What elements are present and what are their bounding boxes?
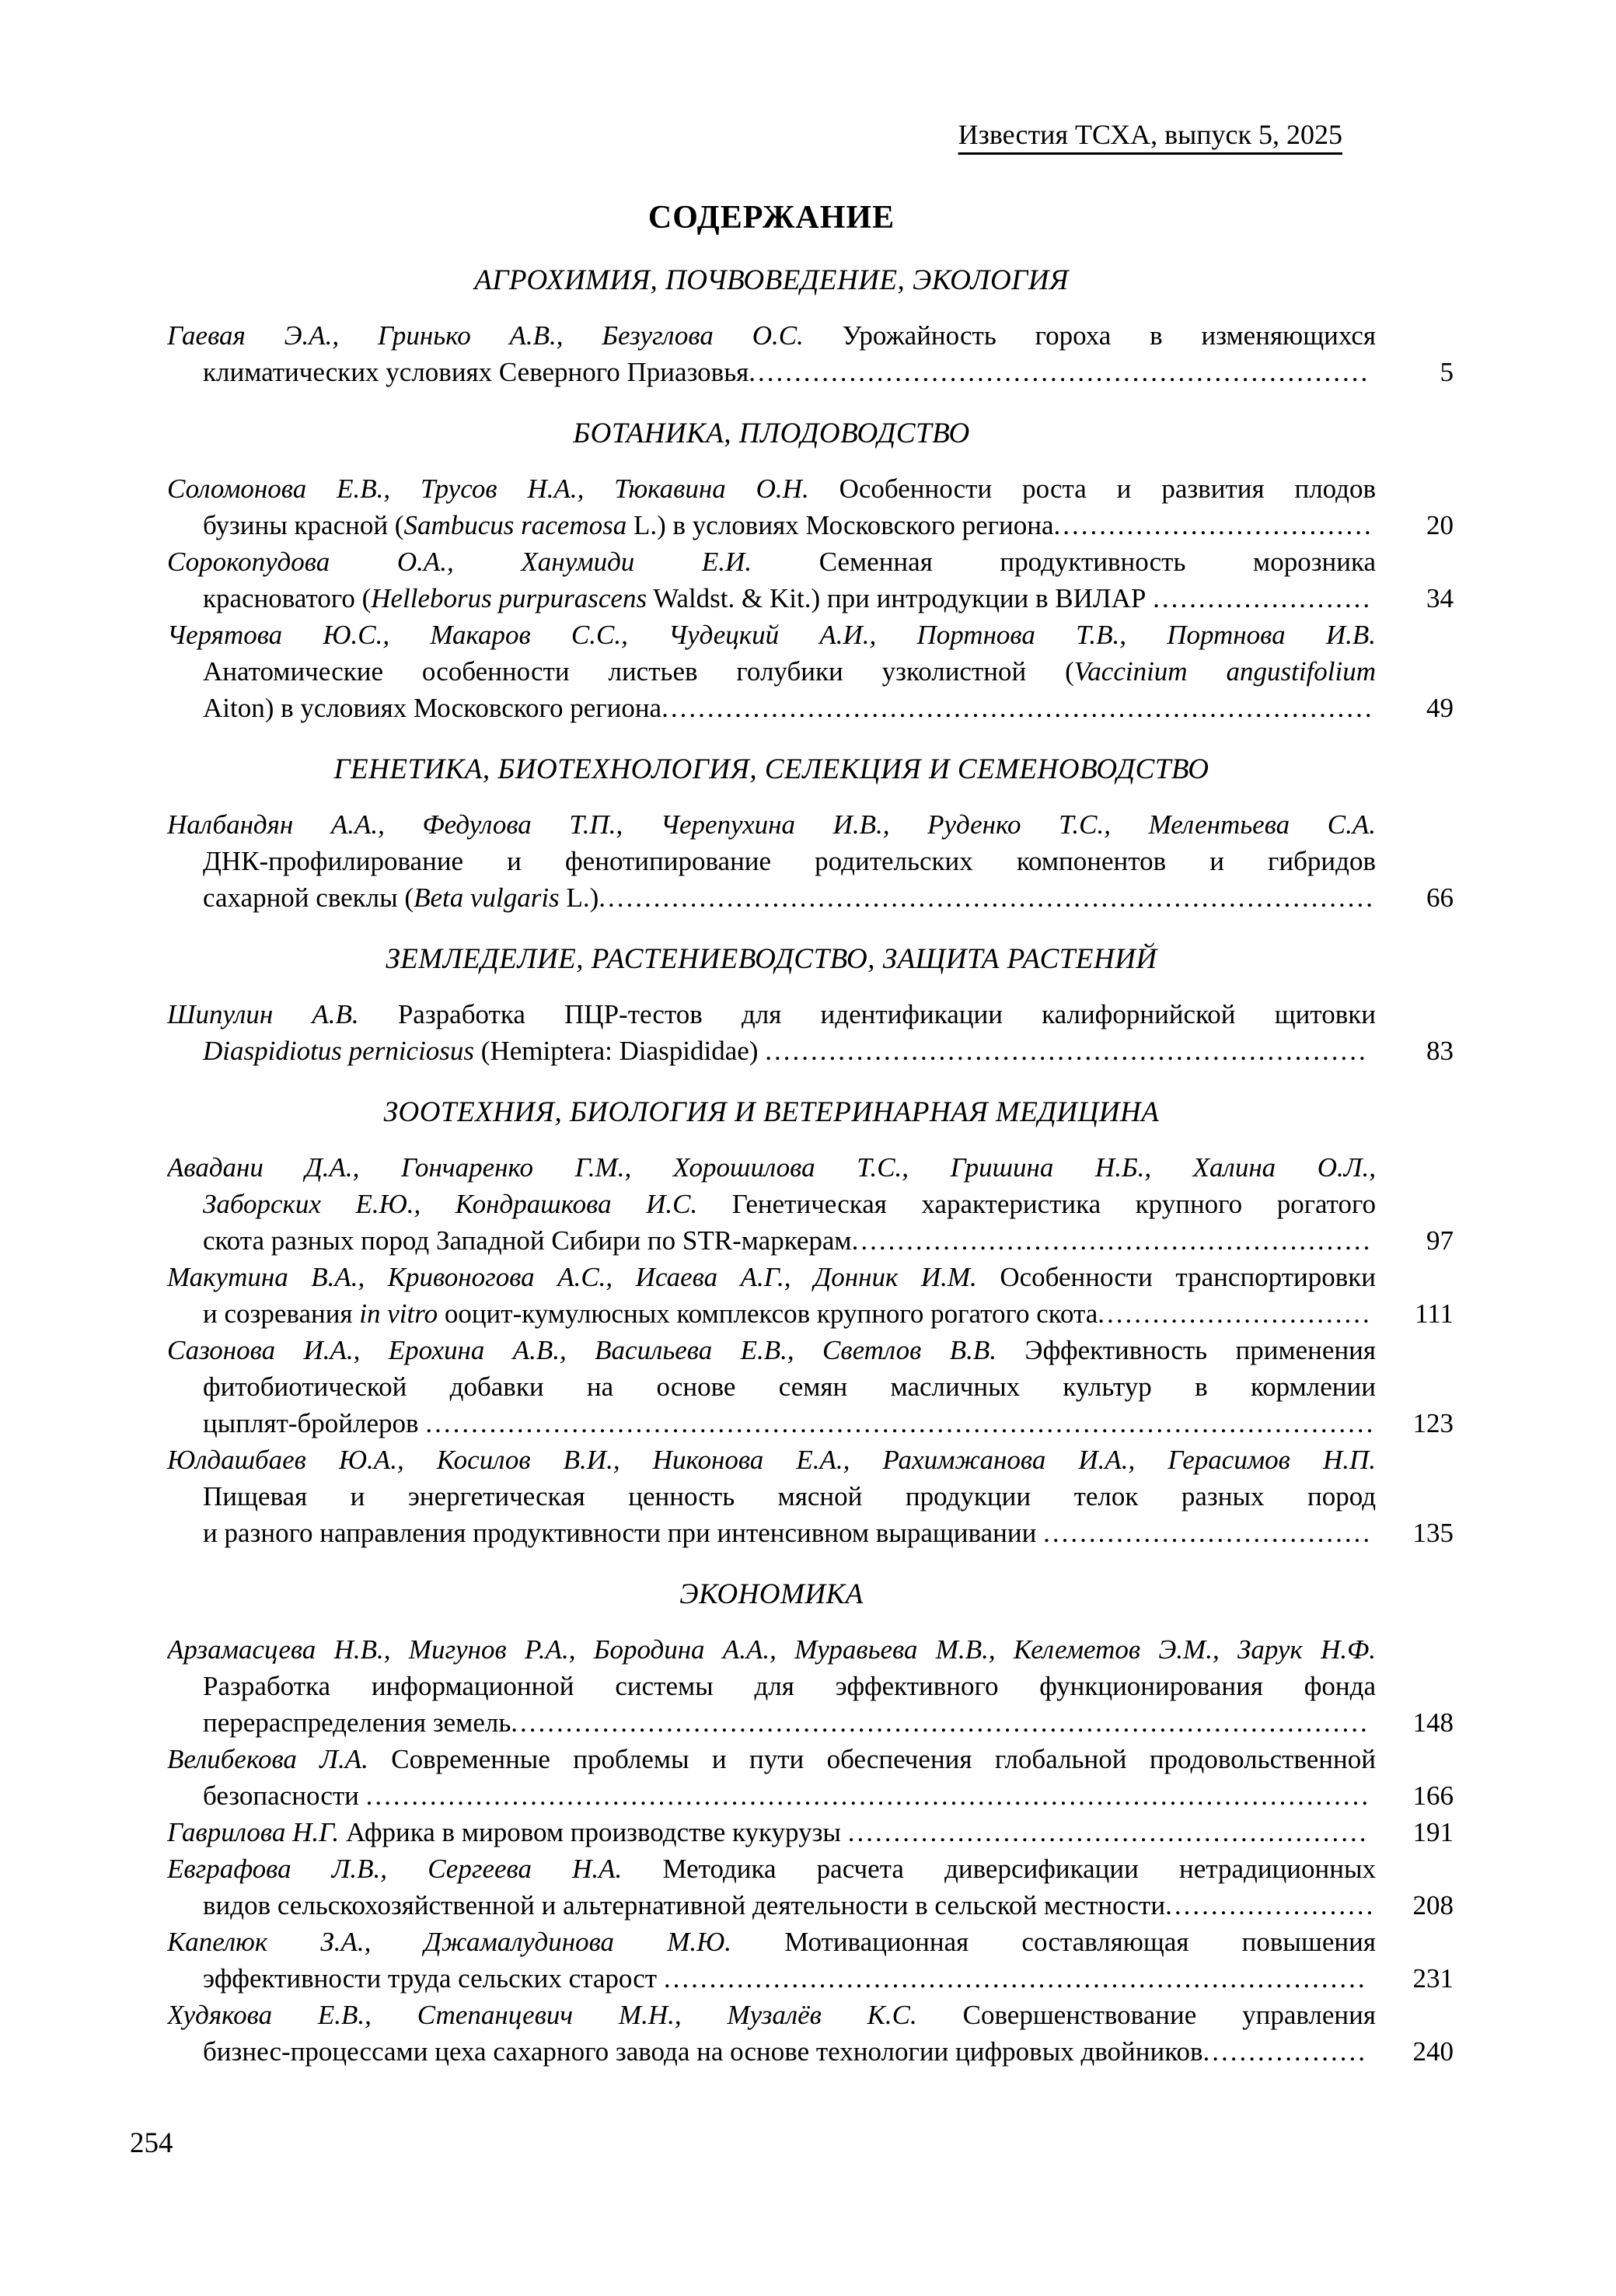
title: перераспределения земель bbox=[203, 1707, 511, 1738]
entry-page-number: 49 bbox=[1426, 693, 1454, 723]
authors: Худякова Е.В., Степанцевич М.Н., Музалёв К.С. bbox=[167, 2000, 963, 2030]
title: L.) в условиях Московского региона bbox=[627, 510, 1054, 540]
entry-page-number: 97 bbox=[1426, 1225, 1454, 1256]
toc-entry bbox=[167, 317, 1454, 390]
title: Эффективность применения bbox=[1024, 1335, 1376, 1365]
title: сахарной свеклы ( bbox=[203, 882, 414, 913]
entry-line bbox=[167, 1960, 1376, 1997]
authors: Сазонова И.А., Ерохина А.В., Васильева Е.В., Светлов В.В. bbox=[167, 1335, 1025, 1365]
species-latin: Vaccinium angustifolium bbox=[1073, 656, 1376, 687]
entry-page-number: 34 bbox=[1426, 583, 1454, 613]
dot-leader: ................................... bbox=[1053, 510, 1373, 540]
dot-leader: ........................ bbox=[1153, 583, 1373, 613]
title: цыплят-бройлеров bbox=[203, 1408, 426, 1438]
dot-leader: ......................................................... bbox=[851, 1225, 1373, 1256]
authors: Макутина В.А., Кривоногова А.С., Исаева А.Г., Донник И.М. bbox=[167, 1262, 1000, 1292]
entry-page-number: 135 bbox=[1412, 1518, 1454, 1548]
title: бизнес-процессами цеха сахарного завода на основе технологии цифровых двойников bbox=[203, 2036, 1203, 2067]
toc-entry bbox=[167, 1259, 1454, 1332]
entry-line bbox=[167, 1368, 1376, 1405]
title: эффективности труда сельских старост bbox=[203, 1963, 664, 1994]
title: Мотивационная составляющая повышения bbox=[784, 1927, 1376, 1957]
authors: Юлдашбаев Ю.А., Косилов В.И., Никонова Е.А., Рахимжанова И.А., Герасимов Н.П. bbox=[167, 1445, 1376, 1475]
entry-line bbox=[167, 580, 1376, 617]
dot-leader: .............................................................................................................. bbox=[365, 1781, 1371, 1811]
title: Пищевая и энергетическая ценность мясной продукции телок разных пород bbox=[203, 1481, 1376, 1511]
toc-section bbox=[167, 751, 1454, 916]
entry-line bbox=[167, 1814, 1376, 1850]
entry-line bbox=[167, 1515, 1376, 1551]
authors: Капелюк З.А., Джамалудинова М.Ю. bbox=[167, 1927, 785, 1957]
dot-leader: .............................................................................................. bbox=[511, 1707, 1370, 1738]
authors: Гаевая Э.А., Гринько А.В., Безуглова О.С. bbox=[167, 320, 843, 351]
entry-text bbox=[167, 1850, 1376, 1924]
authors: Гаврилова Н.Г. bbox=[167, 1817, 346, 1847]
toc-section bbox=[167, 1094, 1454, 1551]
footer-page-number: 254 bbox=[130, 2127, 173, 2159]
entry-line bbox=[167, 1033, 1376, 1069]
toc-entry bbox=[167, 1631, 1454, 1741]
section-heading: ЗООТЕХНИЯ, БИОЛОГИЯ И ВЕТЕРИНАРНАЯ МЕДИЦИНА bbox=[383, 1096, 1160, 1128]
title: L.) bbox=[559, 882, 599, 913]
entry-line bbox=[167, 354, 1376, 390]
authors: Евграфова Л.В., Сергеева Н.А. bbox=[167, 1854, 663, 1884]
entry-line bbox=[167, 879, 1376, 916]
entry-line bbox=[167, 843, 1376, 879]
title: Совершенствование управления bbox=[962, 2000, 1376, 2030]
dot-leader: .................. bbox=[1202, 2036, 1368, 2067]
toc-entry bbox=[167, 470, 1454, 543]
title: Особенности роста и развития плодов bbox=[839, 474, 1376, 504]
authors: Налбандян А.А., Федулова Т.П., Черепухина И.В., Руденко Т.С., Мелентьева С.А. bbox=[167, 809, 1376, 840]
entry-line bbox=[167, 1478, 1376, 1515]
entry-page-number: 123 bbox=[1412, 1408, 1454, 1438]
title: и созревания bbox=[203, 1298, 360, 1329]
dot-leader: ......................................................... bbox=[847, 1817, 1369, 1847]
section-heading: ЭКОНОМИКА bbox=[679, 1578, 864, 1610]
toc-section bbox=[167, 941, 1454, 1069]
entry-line bbox=[167, 2033, 1376, 2070]
entry-text bbox=[167, 1997, 1376, 2070]
entry-line bbox=[167, 317, 1376, 354]
dot-leader: .................................................................... bbox=[749, 357, 1370, 387]
entry-page-number: 66 bbox=[1426, 882, 1454, 913]
title: Африка в мировом производстве кукурузы bbox=[345, 1817, 848, 1847]
title: Разработка информационной системы для эффективного функционирования фонда bbox=[203, 1671, 1376, 1701]
toc-entry bbox=[167, 1442, 1454, 1551]
entry-text bbox=[167, 1741, 1376, 1814]
title: Aiton) в условиях Московского региона bbox=[203, 693, 662, 723]
toc-entry bbox=[167, 1741, 1454, 1814]
title: безопасности bbox=[203, 1781, 366, 1811]
entry-text bbox=[167, 317, 1376, 390]
entry-page-number: 5 bbox=[1440, 357, 1454, 387]
entry-page-number: 83 bbox=[1426, 1036, 1454, 1066]
entry-line bbox=[167, 806, 1376, 843]
entry-page-number: 231 bbox=[1412, 1963, 1454, 1994]
toc-entry bbox=[167, 1924, 1454, 1997]
dot-leader: .............................. bbox=[1098, 1298, 1372, 1329]
title: ооцит-кумулюсных комплексов крупного рогатого скота bbox=[438, 1298, 1098, 1329]
authors: Шипулин А.В. bbox=[167, 999, 398, 1029]
toc-entry bbox=[167, 617, 1454, 726]
entry-line bbox=[167, 1405, 1376, 1442]
title: Методика расчета диверсификации нетрадиционных bbox=[662, 1854, 1376, 1884]
entry-text bbox=[167, 1259, 1376, 1332]
title: климатических условиях Северного Приазовья bbox=[203, 357, 749, 387]
toc-entry bbox=[167, 1850, 1454, 1924]
entry-text bbox=[167, 1924, 1376, 1997]
entry-line bbox=[167, 1704, 1376, 1741]
section-heading: ЗЕМЛЕДЕЛИЕ, РАСТЕНИЕВОДСТВО, ЗАЩИТА РАСТЕНИЙ bbox=[386, 943, 1157, 975]
entry-page-number: 20 bbox=[1426, 510, 1454, 540]
title: Семенная продуктивность морозника bbox=[818, 547, 1376, 577]
entry-line bbox=[167, 1668, 1376, 1704]
entry-line bbox=[167, 617, 1376, 653]
toc-entry bbox=[167, 1997, 1454, 2070]
entry-line bbox=[167, 1997, 1376, 2033]
toc-entry bbox=[167, 1332, 1454, 1442]
authors: Заборских Е.Ю., Кондрашкова И.С. bbox=[203, 1189, 732, 1219]
title: Генетическая характеристика крупного рогатого bbox=[731, 1189, 1376, 1219]
toc-entry bbox=[167, 1814, 1454, 1850]
page-title: СОДЕРЖАНИЕ bbox=[647, 200, 895, 236]
species-latin: Diaspidiotus perniciosus bbox=[203, 1036, 475, 1066]
entry-text bbox=[167, 1814, 1376, 1850]
toc-entry bbox=[167, 1149, 1454, 1259]
toc-section bbox=[167, 1576, 1454, 2070]
title: Разработка ПЦР-тестов для идентификации калифорнийской щитовки bbox=[397, 999, 1376, 1029]
entry-line bbox=[167, 1850, 1376, 1887]
entry-text bbox=[167, 470, 1376, 543]
authors: Сорокопудова О.А., Ханумиди Е.И. bbox=[167, 547, 819, 577]
title: и разного направления продуктивности при интенсивном выращивании bbox=[203, 1518, 1044, 1548]
entry-line bbox=[167, 690, 1376, 726]
toc-sections bbox=[167, 262, 1454, 2070]
entry-page-number: 191 bbox=[1412, 1817, 1454, 1847]
title: (Hemiptera: Diaspididae) bbox=[474, 1036, 766, 1066]
entry-line bbox=[167, 543, 1376, 580]
dot-leader: .................................................................. bbox=[765, 1036, 1368, 1066]
toc-entry bbox=[167, 543, 1454, 617]
entry-page-number: 148 bbox=[1412, 1707, 1454, 1738]
entry-line bbox=[167, 1259, 1376, 1295]
authors: Авадани Д.А., Гончаренко Г.М., Хорошилова Т.С., Гришина Н.Б., Халина О.Л., bbox=[167, 1152, 1376, 1183]
journal-issue-header: Известия ТСХА, выпуск 5, 2025 bbox=[958, 119, 1342, 150]
entry-line bbox=[167, 1631, 1376, 1668]
entry-text bbox=[167, 996, 1376, 1069]
entry-line bbox=[167, 1887, 1376, 1924]
dot-leader: ........................................................................................................ bbox=[425, 1408, 1376, 1438]
dot-leader: .............................................................................. bbox=[661, 693, 1374, 723]
toc-entry bbox=[167, 806, 1454, 916]
authors: Велибекова Л.А. bbox=[167, 1744, 392, 1774]
entry-line bbox=[167, 1149, 1376, 1186]
species-latin: Beta vulgaris bbox=[414, 882, 560, 913]
title: Современные проблемы и пути обеспечения глобальной продовольственной bbox=[391, 1744, 1376, 1774]
entry-line bbox=[167, 996, 1376, 1033]
entry-page-number: 208 bbox=[1412, 1890, 1454, 1920]
title: Особенности транспортировки bbox=[1000, 1262, 1376, 1292]
entry-line bbox=[167, 1442, 1376, 1478]
entry-text bbox=[167, 1149, 1376, 1259]
title: красноватого ( bbox=[203, 583, 372, 613]
entry-text bbox=[167, 543, 1376, 617]
dot-leader: .................................... bbox=[1043, 1518, 1373, 1548]
title: Урожайность гороха в изменяющихся bbox=[842, 320, 1376, 351]
entry-text bbox=[167, 1442, 1376, 1551]
entry-line bbox=[167, 1332, 1376, 1368]
dot-leader: ....................... bbox=[1165, 1890, 1376, 1920]
entry-text bbox=[167, 806, 1376, 916]
title: скота разных пород Западной Сибири по STR-маркерам bbox=[203, 1225, 852, 1256]
entry-text bbox=[167, 1631, 1376, 1741]
entry-line bbox=[167, 1924, 1376, 1960]
entry-page-number: 240 bbox=[1412, 2036, 1454, 2067]
entry-line bbox=[167, 1186, 1376, 1222]
toc-entry bbox=[167, 996, 1454, 1069]
entry-line bbox=[167, 653, 1376, 690]
entry-line bbox=[167, 1777, 1376, 1814]
section-heading: БОТАНИКА, ПЛОДОВОДСТВО bbox=[573, 418, 970, 449]
entry-line bbox=[167, 507, 1376, 543]
title: Waldst. & Kit.) при интродукции в ВИЛАР bbox=[647, 583, 1154, 613]
term-latin: in vitro bbox=[359, 1298, 438, 1329]
entry-page-number: 111 bbox=[1415, 1298, 1454, 1329]
title: ДНК-профилирование и фенотипирование родительских компонентов и гибридов bbox=[203, 846, 1376, 876]
dot-leader: ............................................................................. bbox=[663, 1963, 1367, 1994]
authors: Соломонова Е.В., Трусов Н.А., Тюкавина О.Н. bbox=[167, 474, 839, 504]
title: видов сельскохозяйственной и альтернативной деятельности в сельской местности bbox=[203, 1890, 1166, 1920]
authors: Черятова Ю.С., Макаров С.С., Чудецкий А.И., Портнова Т.В., Портнова И.В. bbox=[167, 620, 1376, 650]
dot-leader: ..................................................................................... bbox=[599, 882, 1375, 913]
entry-text bbox=[167, 1332, 1376, 1442]
section-heading: ГЕНЕТИКА, БИОТЕХНОЛОГИЯ, СЕЛЕКЦИЯ И СЕМЕНОВОДСТВО bbox=[333, 753, 1209, 785]
title: фитобиотической добавки на основе семян масличных культур в кормлении bbox=[203, 1372, 1376, 1402]
entry-line bbox=[167, 470, 1376, 507]
title: бузины красной ( bbox=[203, 510, 404, 540]
authors: Арзамасцева Н.В., Мигунов Р.А., Бородина А.А., Муравьева М.В., Келеметов Э.М., Зарук Н.Ф. bbox=[167, 1634, 1376, 1665]
toc-section bbox=[167, 262, 1454, 390]
entry-text bbox=[167, 617, 1376, 726]
entry-line bbox=[167, 1295, 1376, 1332]
entry-line bbox=[167, 1222, 1376, 1259]
toc-section bbox=[167, 415, 1454, 726]
entry-page-number: 166 bbox=[1412, 1781, 1454, 1811]
species-latin: Sambucus racemosa bbox=[403, 510, 627, 540]
section-heading: АГРОХИМИЯ, ПОЧВОВЕДЕНИЕ, ЭКОЛОГИЯ bbox=[474, 264, 1069, 296]
species-latin: Helleborus purpurascens bbox=[371, 583, 647, 613]
title: Анатомические особенности листьев голубики узколистной ( bbox=[203, 656, 1074, 687]
entry-line bbox=[167, 1741, 1376, 1777]
